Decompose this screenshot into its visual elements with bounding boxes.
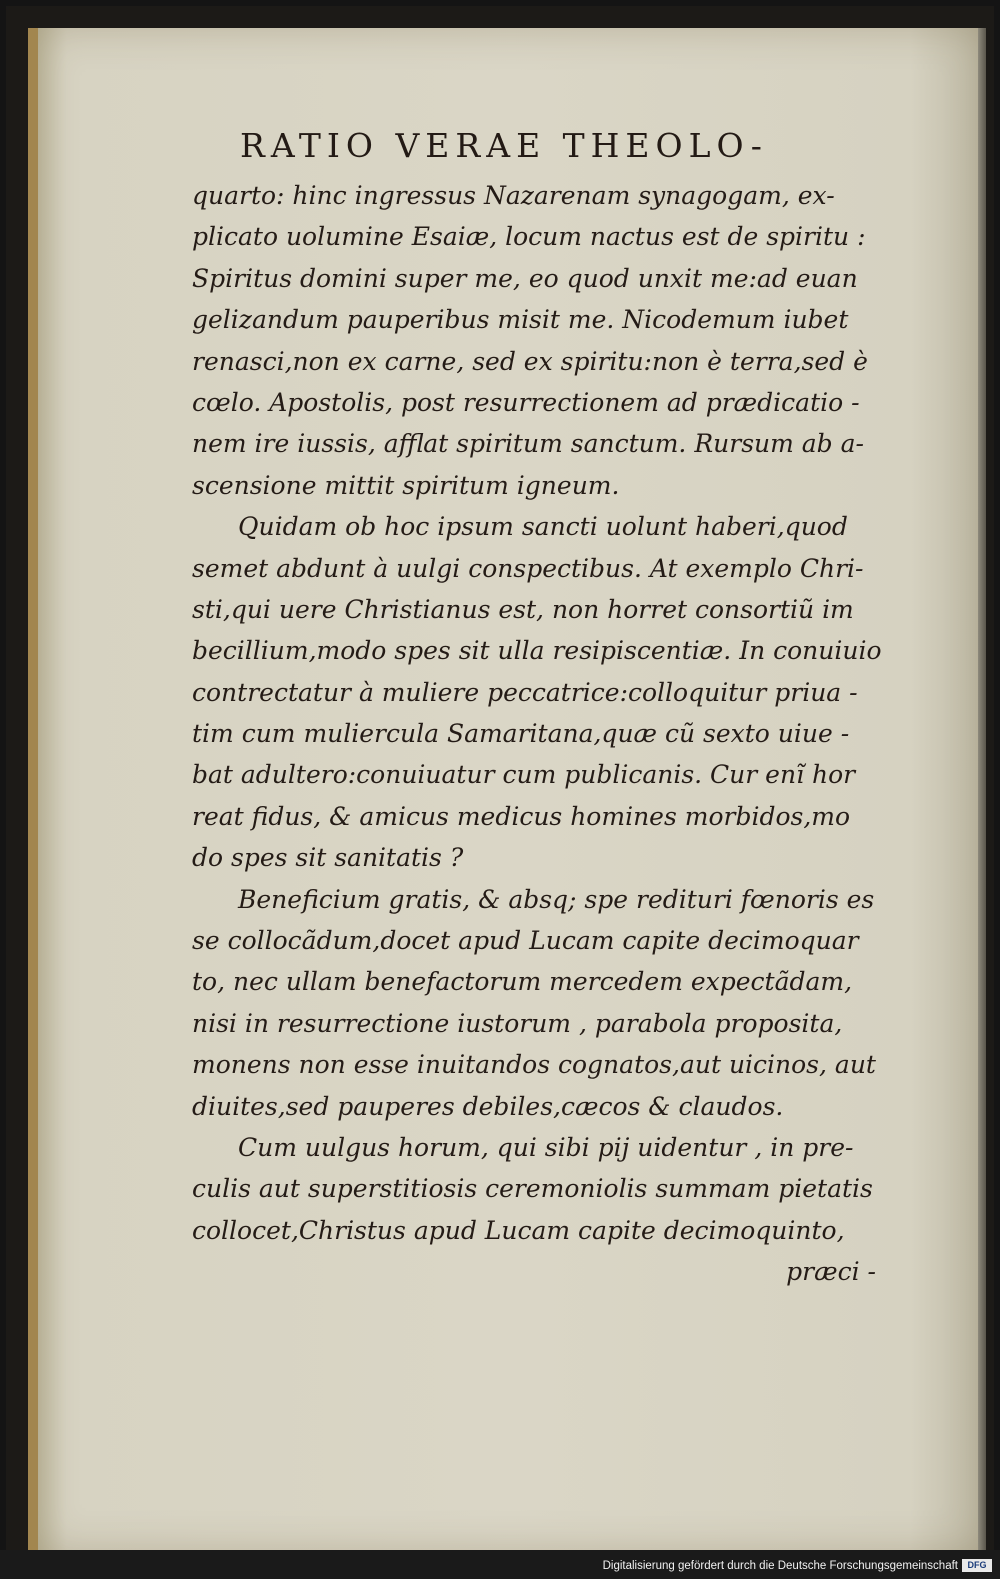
text-line-23: diuites,sed pauperes debiles,cæcos & claudos. bbox=[192, 1091, 784, 1121]
running-header: RATIO VERAE THEOLO- bbox=[240, 126, 768, 165]
dfg-logo: DFG bbox=[962, 1559, 992, 1572]
text-line-10: semet abdunt à uulgi conspectibus. At exemplo Chri- bbox=[192, 553, 864, 583]
catchword: præci - bbox=[786, 1257, 876, 1287]
text-line-24: Cum uulgus horum, qui sibi pij uidentur , in pre- bbox=[238, 1132, 854, 1162]
text-line-1: quarto: hinc ingressus Nazarenam synagogam, ex- bbox=[192, 181, 835, 210]
text-line-26: collocet,Christus apud Lucam capite decimoquinto, bbox=[192, 1215, 845, 1245]
text-line-14: tim cum muliercula Samaritana,quæ cũ sexto uiue - bbox=[192, 719, 850, 749]
body-text bbox=[192, 175, 882, 1293]
text-line-5: renasci,non ex carne, sed ex spiritu:non è terra,sed è bbox=[192, 346, 868, 376]
text-line-20: to, nec ullam benefactorum mercedem expectãdam, bbox=[192, 967, 853, 997]
text-line-22: monens non esse inuitandos cognatos,aut uicinos, aut bbox=[192, 1050, 876, 1080]
funding-credit: Digitalisierung gefördert durch die Deutsche Forschungsgemeinschaft bbox=[602, 1560, 958, 1572]
text-line-3: Spiritus domini super me, eo quod unxit me:ad euan bbox=[192, 263, 858, 293]
page-edge bbox=[978, 28, 986, 1552]
text-line-11: sti,qui uere Christianus est, non horret consortiũ im bbox=[192, 594, 854, 624]
text-line-9: Quidam ob hoc ipsum sancti uolunt haberi,quod bbox=[238, 512, 848, 542]
text-line-8: scensione mittit spiritum igneum. bbox=[192, 470, 620, 500]
text-line-17: do spes sit sanitatis ? bbox=[192, 843, 464, 873]
text-line-4: gelizandum pauperibus misit me. Nicodemum iubet bbox=[192, 305, 849, 335]
text-line-21: nisi in resurrectione iustorum , parabola proposita, bbox=[192, 1008, 843, 1038]
text-line-13: contrectatur à muliere peccatrice:colloquitur priua - bbox=[192, 677, 858, 707]
text-line-7: nem ire iussis, afflat spiritum sanctum. Rursum ab a- bbox=[192, 429, 864, 459]
text-line-15: bat adultero:conuiuatur cum publicanis. Cur enĩ hor bbox=[192, 760, 856, 790]
text-line-18: Beneficium gratis, & absq; spe redituri fœnoris es bbox=[238, 884, 875, 914]
text-line-16: reat fidus, & amicus medicus homines morbidos,mo bbox=[192, 801, 851, 831]
text-line-12: becillium,modo spes sit ulla resipiscentiæ. In conuiuio bbox=[192, 636, 882, 666]
text-line-6: cœlo. Apostolis, post resurrectionem ad prædicatio - bbox=[192, 387, 860, 417]
text-line-25: culis aut superstitiosis ceremoniolis summam pietatis bbox=[192, 1174, 873, 1204]
text-line-19: se collocãdum,docet apud Lucam capite decimoquar bbox=[192, 926, 859, 956]
footer-bar bbox=[0, 1550, 1000, 1579]
text-line-2: plicato uolumine Esaiæ, locum nactus est de spiritu : bbox=[192, 222, 866, 252]
